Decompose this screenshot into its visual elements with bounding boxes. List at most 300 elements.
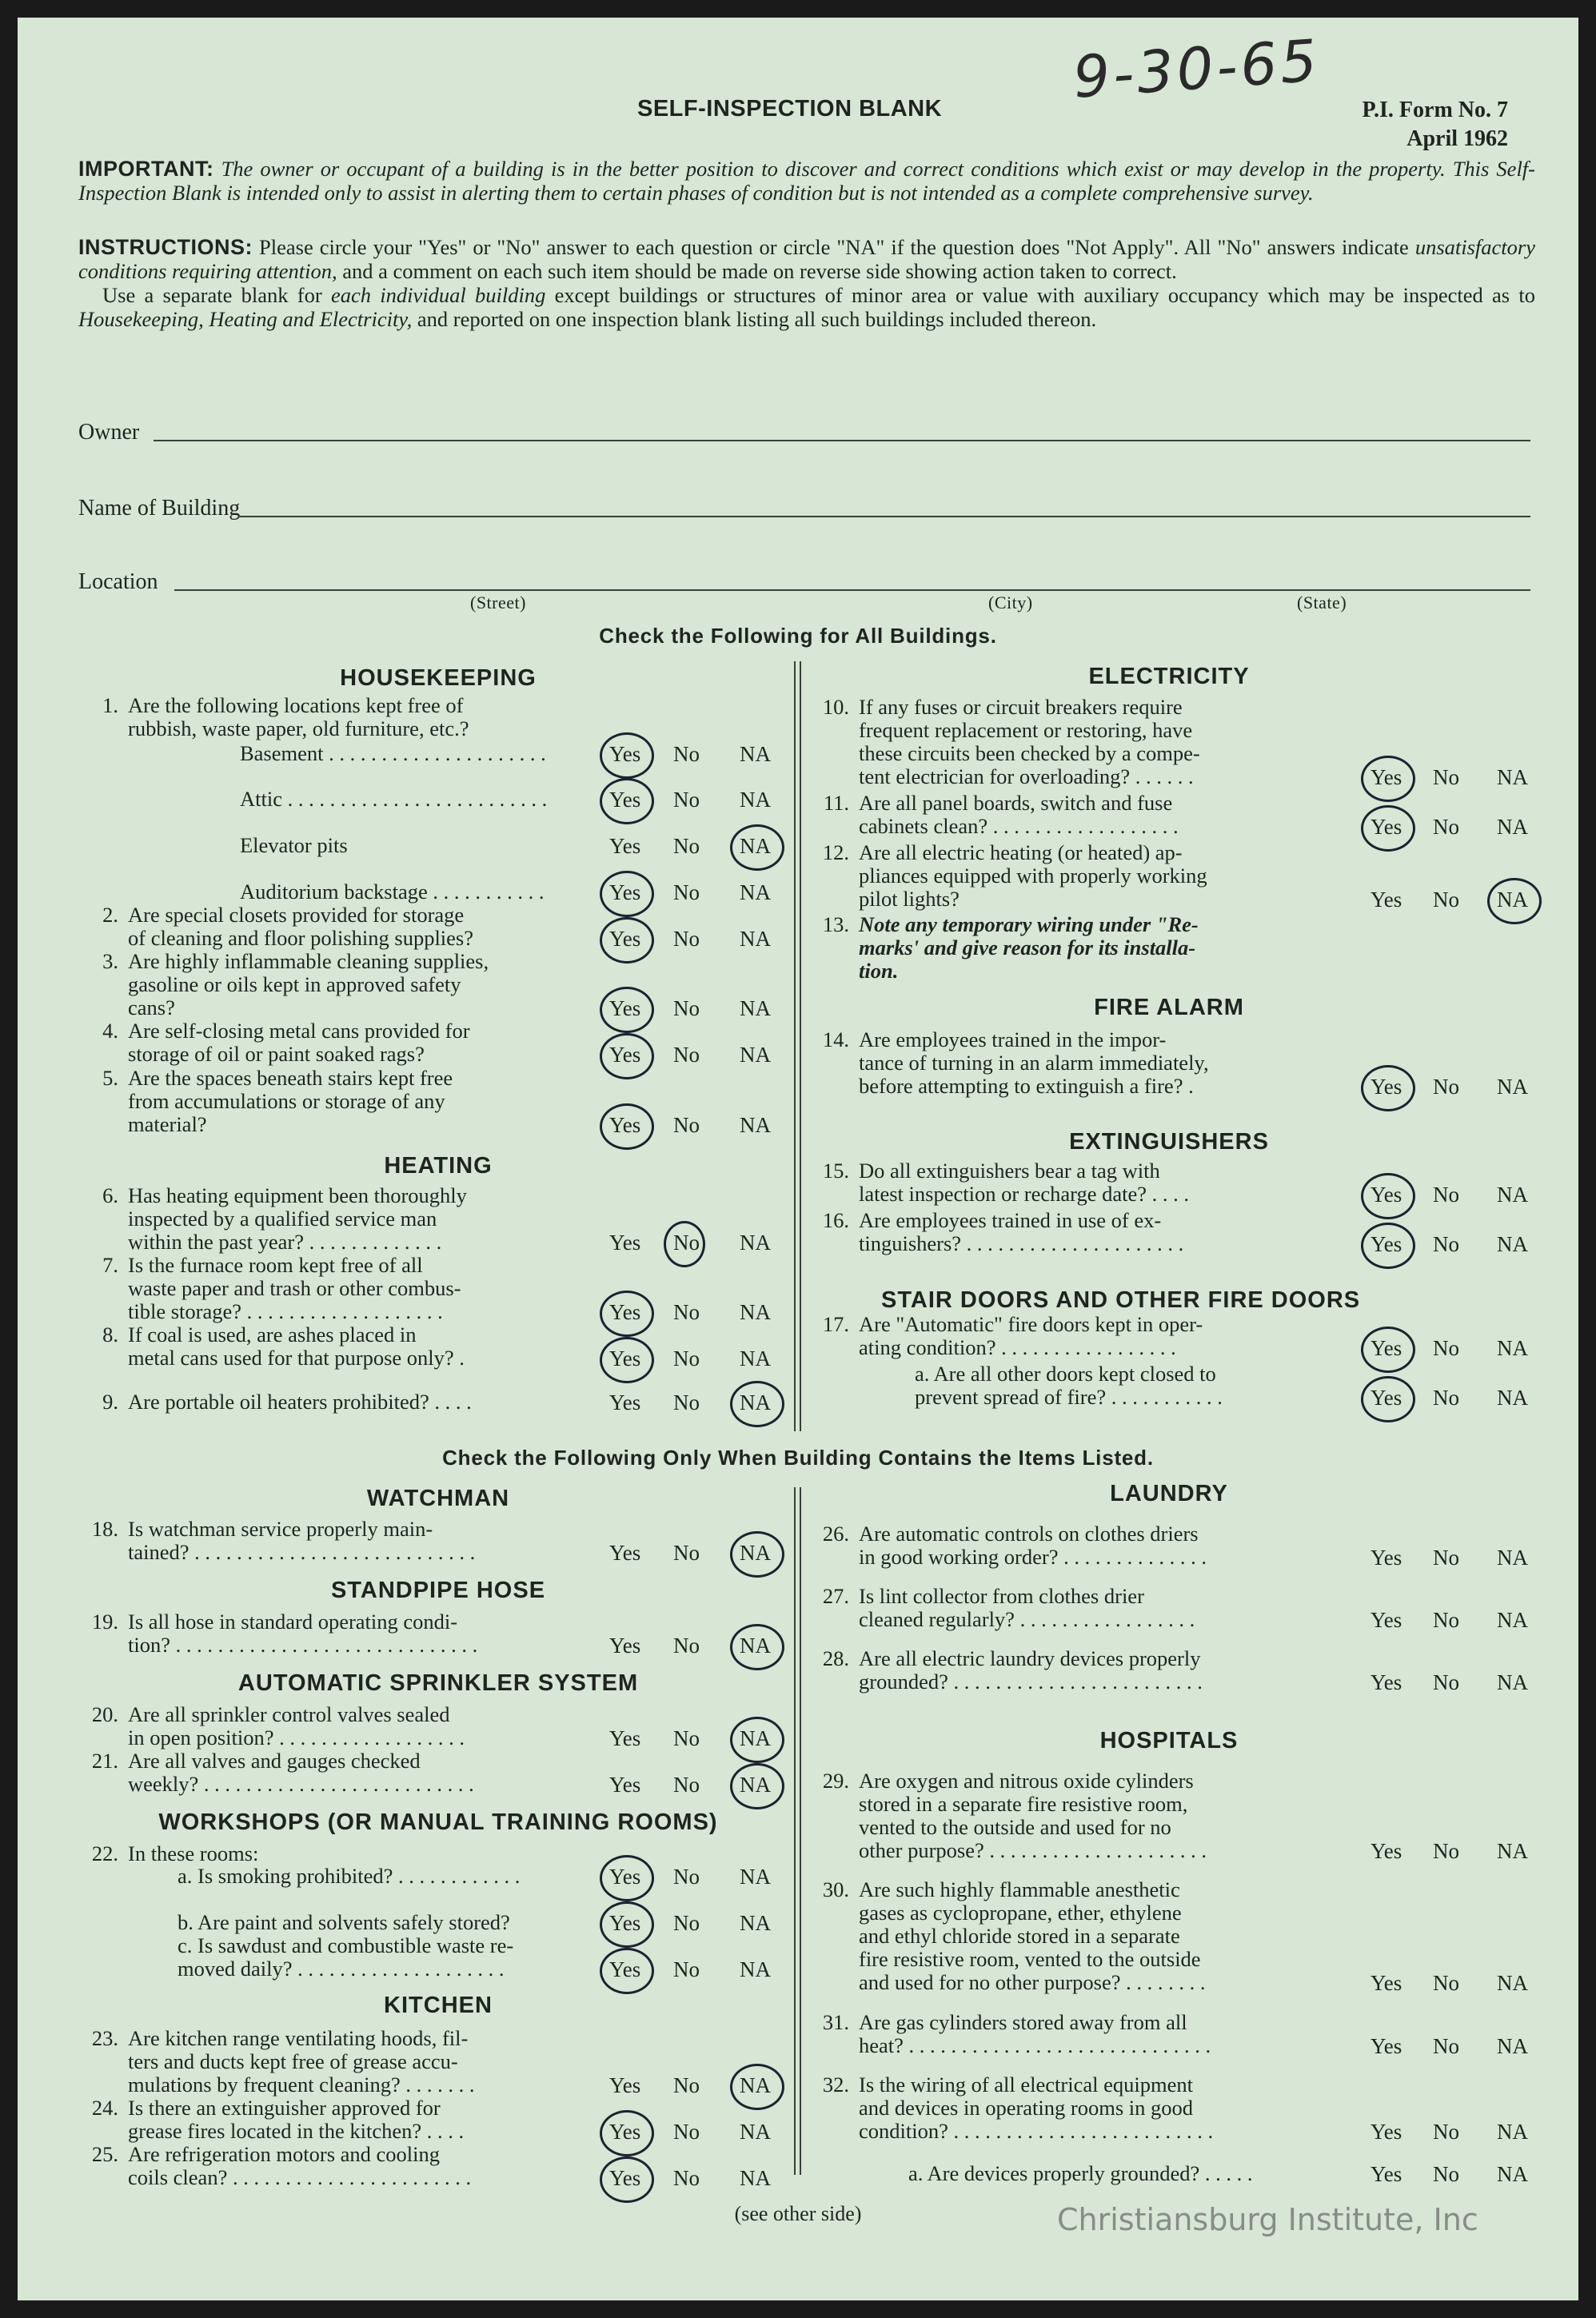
selected-answer-circle	[600, 778, 654, 824]
question-text-line: Are self-closing metal cans provided for	[128, 1019, 470, 1043]
extinguishers-heading: EXTINGUISHERS	[1069, 1129, 1269, 1155]
selected-answer-circle	[600, 2156, 654, 2203]
see-other-side: (see other side)	[734, 2202, 862, 2225]
answer-yes-q14[interactable]: Yes	[1371, 1075, 1402, 1099]
answer-no-q2[interactable]: No	[673, 927, 700, 951]
question-q24	[78, 2097, 766, 2143]
answer-no-q20[interactable]: No	[673, 1726, 700, 1750]
question-number: 22.	[91, 1841, 118, 1865]
answer-no-q23[interactable]: No	[673, 2073, 700, 2097]
question-text-line: Are employees trained in the impor-	[859, 1027, 1167, 1051]
answer-na-q27[interactable]: NA	[1497, 1608, 1528, 1632]
answer-no-q18[interactable]: No	[673, 1541, 700, 1565]
question-text-line: Attic . . . . . . . . . . . . . . . . . . . . . . . . .	[240, 787, 548, 811]
answer-yes-q20[interactable]: Yes	[609, 1726, 641, 1750]
question-number: 16.	[822, 1208, 849, 1232]
answer-na-q22c[interactable]: NA	[740, 1957, 771, 1981]
question-number: 27.	[822, 1584, 849, 1608]
question-text-line: b. Are paint and solvents safely stored?	[178, 1910, 510, 1934]
question-text-line: Do all extinguishers bear a tag with	[859, 1159, 1160, 1183]
question-text-line: Are highly inflammable cleaning supplies,	[128, 949, 489, 973]
question-number: 6.	[102, 1183, 118, 1207]
question-q23	[78, 2027, 766, 2097]
question-text-line: Auditorium backstage . . . . . . . . . . .	[240, 880, 545, 904]
answer-na-q14[interactable]: NA	[1497, 1075, 1528, 1099]
answer-yes-q31[interactable]: Yes	[1371, 2034, 1402, 2058]
answer-yes-q21[interactable]: Yes	[609, 1773, 641, 1797]
answer-na-q2[interactable]: NA	[740, 927, 771, 951]
question-text-line: frequent replacement or restoring, have	[859, 718, 1193, 742]
question-text-line: grease fires located in the kitchen? . . . .	[128, 2119, 465, 2143]
location-label: Location	[78, 569, 158, 594]
question-q3	[78, 950, 766, 1019]
question-text-line: condition? . . . . . . . . . . . . . . . . . . . . . . . . .	[859, 2119, 1214, 2143]
answer-no-q1d[interactable]: No	[673, 880, 700, 904]
question-number: 13.	[822, 912, 849, 936]
answer-no-q21[interactable]: No	[673, 1773, 700, 1797]
answer-yes-q9[interactable]: Yes	[609, 1390, 641, 1414]
answer-yes-q29[interactable]: Yes	[1371, 1839, 1402, 1863]
question-text-line: heat? . . . . . . . . . . . . . . . . . . . . . . . . . . . . .	[859, 2033, 1211, 2057]
answer-yes-q10[interactable]: Yes	[1371, 765, 1402, 789]
question-text-line: pliances equipped with properly working	[859, 864, 1207, 888]
answer-na-q22a[interactable]: NA	[740, 1865, 771, 1889]
answer-yes-q3[interactable]: Yes	[609, 996, 641, 1020]
question-text-line: Are "Automatic" fire doors kept in oper-	[859, 1312, 1203, 1336]
selected-answer-circle	[1361, 1223, 1415, 1269]
question-text-line: tion? . . . . . . . . . . . . . . . . . . . . . . . . . . . . .	[128, 1633, 478, 1657]
question-text-line: ters and ducts kept free of grease accu-	[128, 2049, 458, 2073]
question-text-line: Are gas cylinders stored away from all	[859, 2010, 1187, 2034]
question-number: 11.	[823, 791, 849, 815]
answer-yes-q27[interactable]: Yes	[1371, 1608, 1402, 1632]
answer-na-q1d[interactable]: NA	[740, 880, 771, 904]
answer-no-q1c[interactable]: No	[673, 834, 700, 858]
answer-yes-q15[interactable]: Yes	[1371, 1183, 1402, 1207]
question-text-line: Are the spaces beneath stairs kept free	[128, 1066, 453, 1090]
question-q2	[78, 904, 766, 950]
question-number: 5.	[102, 1066, 118, 1090]
question-q22a	[78, 1865, 766, 1888]
answer-yes-q7[interactable]: Yes	[609, 1300, 641, 1324]
question-text-line: other purpose? . . . . . . . . . . . . . . . . . . . . .	[859, 1838, 1207, 1862]
kitchen-heading: KITCHEN	[384, 1993, 493, 2018]
answer-yes-q4[interactable]: Yes	[609, 1043, 641, 1067]
instructions-text-a: Please circle your "Yes" or "No" answer to each question or circle "NA" if the question does "Not Apply". All "No" answers indicate	[259, 235, 1409, 259]
answer-yes-q24[interactable]: Yes	[609, 2120, 641, 2144]
answer-yes-q18[interactable]: Yes	[609, 1541, 641, 1565]
answer-yes-q30[interactable]: Yes	[1371, 1971, 1402, 1995]
answer-no-q22c[interactable]: No	[673, 1957, 700, 1981]
selected-answer-circle	[600, 732, 654, 779]
question-text-line: of cleaning and floor polishing supplies?	[128, 926, 474, 950]
question-text-line: tible storage? . . . . . . . . . . . . . . . . . . .	[128, 1299, 443, 1323]
answer-no-q1a[interactable]: No	[673, 742, 700, 766]
selected-answer-circle	[730, 1381, 784, 1427]
question-number: 10.	[822, 695, 849, 719]
question-text-line: moved daily? . . . . . . . . . . . . . . . . . . . .	[178, 1957, 505, 1981]
question-text-line: rubbish, waste paper, old furniture, etc.?	[128, 716, 469, 740]
answer-na-q17a[interactable]: NA	[1497, 1386, 1528, 1410]
watchman-heading: WATCHMAN	[366, 1486, 510, 1511]
question-q9	[78, 1390, 766, 1414]
question-number: 29.	[822, 1769, 849, 1793]
instructions-label: INSTRUCTIONS:	[78, 235, 253, 259]
answer-no-q10[interactable]: No	[1433, 765, 1459, 789]
city-caption: (City)	[988, 592, 1033, 612]
answer-no-q32[interactable]: No	[1433, 2120, 1459, 2144]
answer-no-q9[interactable]: No	[673, 1390, 700, 1414]
answer-na-q32[interactable]: NA	[1497, 2120, 1528, 2144]
answer-na-q25[interactable]: NA	[740, 2166, 771, 2190]
instructions-text-b-end: and reported on one inspection blank listing all such buildings included thereon.	[417, 307, 1097, 331]
instructions-text-a-end: and a comment on each such item should be made on reverse side showing action taken to correct.	[342, 259, 1177, 283]
question-text-line: Is the furnace room kept free of all	[128, 1253, 423, 1277]
question-text-line: metal cans used for that purpose only? .	[128, 1346, 465, 1370]
question-number: 15.	[822, 1159, 849, 1183]
question-text-line: Are the following locations kept free of	[128, 693, 464, 717]
answer-yes-q28[interactable]: Yes	[1371, 1670, 1402, 1694]
answer-no-q29[interactable]: No	[1433, 1839, 1459, 1863]
answer-no-q16[interactable]: No	[1433, 1232, 1459, 1256]
answer-yes-q1c[interactable]: Yes	[609, 834, 641, 858]
selected-answer-circle	[600, 1855, 654, 1901]
answer-yes-q6[interactable]: Yes	[609, 1231, 641, 1255]
handwritten-date: 9-30-65	[1071, 26, 1323, 111]
question-q4	[78, 1019, 766, 1066]
answer-yes-q32a[interactable]: Yes	[1371, 2162, 1402, 2186]
standpipe-heading: STANDPIPE HOSE	[330, 1578, 546, 1603]
answer-no-q14[interactable]: No	[1433, 1075, 1459, 1099]
owner-label: Owner	[78, 420, 140, 445]
answer-na-q5[interactable]: NA	[740, 1113, 771, 1137]
question-number: 32.	[822, 2073, 849, 2097]
answer-na-q4[interactable]: NA	[740, 1043, 771, 1067]
question-text-line: Has heating equipment been thoroughly	[128, 1183, 467, 1207]
question-text-line: in good working order? . . . . . . . . . . . . . .	[859, 1545, 1207, 1569]
question-text-line: cabinets clean? . . . . . . . . . . . . . . . . . .	[859, 814, 1179, 838]
answer-no-q3[interactable]: No	[673, 996, 700, 1020]
form-number-block	[1362, 96, 1508, 154]
answer-yes-q1d[interactable]: Yes	[609, 880, 641, 904]
question-number: 3.	[102, 949, 118, 973]
answer-na-q9[interactable]: NA	[740, 1390, 771, 1414]
question-text-line: fire resistive room, vented to the outside	[859, 1947, 1201, 1971]
form-page	[18, 18, 1578, 2300]
question-q5	[78, 1067, 766, 1136]
question-text-line: tained? . . . . . . . . . . . . . . . . . . . . . . . . . . .	[128, 1540, 476, 1564]
answer-na-q1b[interactable]: NA	[740, 788, 771, 812]
question-text-line: before attempting to extinguish a fire? .	[859, 1074, 1194, 1098]
instructions-text-b-mid: except buildings or structures of minor area or value with auxiliary occupancy which may be inspected as to	[554, 283, 1535, 307]
question-text-line: Are oxygen and nitrous oxide cylinders	[859, 1769, 1194, 1793]
question-text-line: c. Is sawdust and combustible waste re-	[178, 1933, 514, 1957]
question-q1	[78, 694, 766, 740]
answer-yes-q8[interactable]: Yes	[609, 1347, 641, 1370]
question-text-line: tinguishers? . . . . . . . . . . . . . . . . . . . . .	[859, 1231, 1184, 1255]
answer-na-q31[interactable]: NA	[1497, 2034, 1528, 2058]
question-text-line: Basement . . . . . . . . . . . . . . . . . . . . .	[240, 741, 546, 765]
answer-na-q11[interactable]: NA	[1497, 815, 1528, 839]
answer-na-q26[interactable]: NA	[1497, 1546, 1528, 1570]
answer-na-q1a[interactable]: NA	[740, 742, 771, 766]
question-q1d	[78, 880, 766, 904]
hospitals-heading: HOSPITALS	[1099, 1728, 1239, 1753]
question-text-line: and devices in operating rooms in good	[859, 2096, 1194, 2120]
selected-answer-circle	[730, 1763, 784, 1809]
answer-na-q19[interactable]: NA	[740, 1634, 771, 1658]
answer-no-q12[interactable]: No	[1433, 888, 1459, 912]
question-text-line: gasoline or oils kept in approved safety	[128, 972, 461, 996]
answer-yes-q12[interactable]: Yes	[1371, 888, 1402, 912]
question-text-line: and used for no other purpose? . . . . . . . .	[859, 1970, 1206, 1994]
answer-yes-q17[interactable]: Yes	[1371, 1336, 1402, 1360]
question-text-line: If coal is used, are ashes placed in	[128, 1323, 417, 1347]
question-number: 24.	[91, 2096, 118, 2120]
selected-answer-circle	[600, 1103, 654, 1150]
question-text-line: Is all hose in standard operating condi-	[128, 1610, 458, 1634]
answer-no-q1b[interactable]: No	[673, 788, 700, 812]
answer-no-q6[interactable]: No	[673, 1231, 700, 1255]
question-text-line: tion.	[859, 959, 899, 983]
question-text-line: pilot lights?	[859, 887, 960, 911]
question-text-line: Is watchman service properly main-	[128, 1517, 433, 1541]
answer-na-q17[interactable]: NA	[1497, 1336, 1528, 1360]
answer-no-q7[interactable]: No	[673, 1300, 700, 1324]
question-number: 30.	[822, 1877, 849, 1901]
question-q18	[78, 1518, 766, 1564]
answer-no-q5[interactable]: No	[673, 1113, 700, 1137]
fire-alarm-heading: FIRE ALARM	[1094, 995, 1244, 1020]
answer-yes-q23[interactable]: Yes	[609, 2073, 641, 2097]
answer-na-q32a[interactable]: NA	[1497, 2162, 1528, 2186]
answer-yes-q22a[interactable]: Yes	[609, 1865, 641, 1889]
form-date: April 1962	[1406, 126, 1508, 151]
question-q19	[78, 1610, 766, 1657]
question-text-line: ating condition? . . . . . . . . . . . . . . . . .	[859, 1335, 1176, 1359]
instructions-paragraph	[78, 235, 1535, 331]
question-q22b	[78, 1911, 766, 1934]
answer-yes-q32[interactable]: Yes	[1371, 2120, 1402, 2144]
answer-na-q16[interactable]: NA	[1497, 1232, 1528, 1256]
building-name-field[interactable]	[238, 516, 1530, 517]
question-number: 31.	[822, 2010, 849, 2034]
question-number: 21.	[91, 1749, 118, 1773]
answer-no-q28[interactable]: No	[1433, 1670, 1459, 1694]
answer-no-q19[interactable]: No	[673, 1634, 700, 1658]
answer-no-q24[interactable]: No	[673, 2120, 700, 2144]
question-text-line: In these rooms:	[128, 1841, 259, 1865]
question-text-line: Elevator pits	[240, 833, 348, 857]
question-q25	[78, 2143, 766, 2189]
question-number: 26.	[822, 1522, 849, 1546]
instructions-text-a-italic: unsatisfactory conditions requiring attention,	[78, 235, 1535, 283]
important-label: IMPORTANT:	[78, 157, 214, 181]
answer-yes-q11[interactable]: Yes	[1371, 815, 1402, 839]
answer-na-q1c[interactable]: NA	[740, 834, 771, 858]
question-number: 4.	[102, 1019, 118, 1043]
answer-no-q25[interactable]: No	[673, 2166, 700, 2190]
building-label: Name of Building	[78, 496, 241, 521]
selected-answer-circle	[730, 1624, 784, 1670]
answer-yes-q1b[interactable]: Yes	[609, 788, 641, 812]
laundry-heading: LAUNDRY	[1110, 1481, 1228, 1506]
answer-yes-q25[interactable]: Yes	[609, 2166, 641, 2190]
important-paragraph	[78, 157, 1535, 205]
answer-yes-q2[interactable]: Yes	[609, 927, 641, 951]
answer-na-q20[interactable]: NA	[740, 1726, 771, 1750]
question-text-line: tance of turning in an alarm immediately,	[859, 1051, 1209, 1075]
answer-yes-q16[interactable]: Yes	[1371, 1232, 1402, 1256]
answer-no-q27[interactable]: No	[1433, 1608, 1459, 1632]
answer-na-q30[interactable]: NA	[1497, 1971, 1528, 1995]
question-text-line: latest inspection or recharge date? . . . .	[859, 1182, 1190, 1206]
answer-yes-q19[interactable]: Yes	[609, 1634, 641, 1658]
selected-answer-circle	[1361, 1376, 1415, 1422]
answer-na-q10[interactable]: NA	[1497, 765, 1528, 789]
question-text-line: grounded? . . . . . . . . . . . . . . . . . . . . . . . .	[859, 1670, 1203, 1694]
answer-yes-q22b[interactable]: Yes	[609, 1911, 641, 1935]
important-text: The owner or occupant of a building is in the better position to discover and correct conditions which exist or may develop in the property. This Self-Inspection Blank is intended only to assist in alerting them to certain phases of condition but is not intended as a complete comprehensive survey.	[78, 157, 1535, 205]
answer-yes-q22c[interactable]: Yes	[609, 1957, 641, 1981]
question-text-line: Are refrigeration motors and cooling	[128, 2142, 441, 2166]
electricity-heading: ELECTRICITY	[1088, 664, 1250, 689]
question-q22	[78, 1842, 766, 1865]
question-q20	[78, 1703, 766, 1749]
answer-na-q18[interactable]: NA	[740, 1541, 771, 1565]
question-text-line: waste paper and trash or other combus-	[128, 1276, 461, 1300]
state-caption: (State)	[1297, 592, 1347, 612]
question-q13	[809, 913, 1497, 983]
answer-na-q6[interactable]: NA	[740, 1231, 771, 1255]
answer-no-q11[interactable]: No	[1433, 815, 1459, 839]
answer-no-q15[interactable]: No	[1433, 1183, 1459, 1207]
question-number: 20.	[91, 1702, 118, 1726]
answer-na-q8[interactable]: NA	[740, 1347, 771, 1370]
sprinkler-heading: AUTOMATIC SPRINKLER SYSTEM	[237, 1670, 639, 1696]
answer-no-q17a[interactable]: No	[1433, 1386, 1459, 1410]
answer-na-q22b[interactable]: NA	[740, 1911, 771, 1935]
question-number: 23.	[91, 2026, 118, 2050]
column-divider-top-b	[800, 661, 801, 1431]
column-divider-bottom-b	[800, 1487, 801, 2175]
question-number: 25.	[91, 2142, 118, 2166]
answer-no-q17[interactable]: No	[1433, 1336, 1459, 1360]
question-text-line: these circuits been checked by a compe-	[859, 741, 1200, 765]
question-text-line: Are employees trained in use of ex-	[859, 1208, 1162, 1232]
question-text-line: material?	[128, 1112, 207, 1136]
form-title: SELF-INSPECTION BLANK	[637, 96, 943, 122]
answer-yes-q26[interactable]: Yes	[1371, 1546, 1402, 1570]
answer-yes-q5[interactable]: Yes	[609, 1113, 641, 1137]
answer-no-q30[interactable]: No	[1433, 1971, 1459, 1995]
question-number: 14.	[822, 1027, 849, 1051]
question-text-line: Are portable oil heaters prohibited? . . . .	[128, 1390, 472, 1414]
question-text-line: If any fuses or circuit breakers require	[859, 695, 1183, 719]
answer-na-q28[interactable]: NA	[1497, 1670, 1528, 1694]
question-number: 8.	[102, 1323, 118, 1347]
location-field[interactable]	[174, 589, 1530, 591]
question-text-line: stored in a separate fire resistive room,	[859, 1792, 1188, 1816]
question-text-line: Are all electric heating (or heated) ap-	[859, 840, 1183, 864]
answer-no-q22b[interactable]: No	[673, 1911, 700, 1935]
answer-no-q8[interactable]: No	[673, 1347, 700, 1370]
question-text-line: tent electrician for overloading? . . . . . .	[859, 764, 1194, 788]
instructions-text-b-italic: each individual building	[330, 283, 546, 307]
question-text-line: vented to the outside and used for no	[859, 1815, 1171, 1839]
workshops-heading: WORKSHOPS (OR MANUAL TRAINING ROOMS)	[158, 1809, 718, 1835]
answer-na-q15[interactable]: NA	[1497, 1183, 1528, 1207]
watermark: Christiansburg Institute, Inc	[1057, 2202, 1478, 2237]
column-divider-top-a	[794, 661, 796, 1431]
stair-doors-heading: STAIR DOORS AND OTHER FIRE DOORS	[881, 1287, 1361, 1313]
answer-na-q24[interactable]: NA	[740, 2120, 771, 2144]
question-number: 9.	[102, 1390, 118, 1414]
answer-no-q32a[interactable]: No	[1433, 2162, 1459, 2186]
question-text-line: Is the wiring of all electrical equipment	[859, 2073, 1193, 2097]
answer-na-q29[interactable]: NA	[1497, 1839, 1528, 1863]
question-number: 17.	[822, 1312, 849, 1336]
answer-na-q7[interactable]: NA	[740, 1300, 771, 1324]
question-q1a	[78, 742, 766, 765]
answer-na-q3[interactable]: NA	[740, 996, 771, 1020]
question-q7	[78, 1254, 766, 1323]
question-number: 28.	[822, 1646, 849, 1670]
answer-no-q26[interactable]: No	[1433, 1546, 1459, 1570]
question-text-line: a. Are all other doors kept closed to	[915, 1362, 1216, 1386]
answer-no-q4[interactable]: No	[673, 1043, 700, 1067]
question-text-line: Are all sprinkler control valves sealed	[128, 1702, 450, 1726]
question-text-line: cleaned regularly? . . . . . . . . . . . . . . . . .	[859, 1607, 1195, 1631]
question-text-line: Are all valves and gauges checked	[128, 1749, 421, 1773]
instructions-text-b: Use a separate blank for	[102, 283, 322, 307]
answer-no-q31[interactable]: No	[1433, 2034, 1459, 2058]
selected-answer-circle	[730, 824, 784, 871]
question-text-line: Are all electric laundry devices properly	[859, 1646, 1201, 1670]
answer-na-q12[interactable]: NA	[1497, 888, 1528, 912]
selected-answer-circle	[600, 1337, 654, 1383]
question-text-line: from accumulations or storage of any	[128, 1089, 445, 1113]
question-text-line: coils clean? . . . . . . . . . . . . . . . . . . . . . . .	[128, 2165, 472, 2189]
selected-answer-circle	[600, 1948, 654, 1994]
question-q22c	[78, 1934, 766, 1981]
all-buildings-heading: Check the Following for All Buildings.	[599, 624, 997, 648]
heating-heading: HEATING	[384, 1153, 493, 1179]
answer-yes-q1a[interactable]: Yes	[609, 742, 641, 766]
answer-na-q21[interactable]: NA	[740, 1773, 771, 1797]
question-text-line: within the past year? . . . . . . . . . . . . .	[128, 1230, 442, 1254]
question-number: 18.	[91, 1517, 118, 1541]
owner-field[interactable]	[154, 440, 1530, 441]
question-q1b	[78, 788, 766, 811]
question-text-line: Note any temporary wiring under "Re-	[859, 912, 1199, 936]
housekeeping-heading: HOUSEKEEPING	[340, 665, 537, 691]
form-number: P.I. Form No. 7	[1362, 98, 1508, 122]
question-text-line: and ethyl chloride stored in a separate	[859, 1924, 1180, 1948]
question-text-line: Are automatic controls on clothes driers	[859, 1522, 1199, 1546]
question-text-line: gases as cyclopropane, ether, ethylene	[859, 1901, 1182, 1925]
question-q1c	[78, 834, 766, 857]
street-caption: (Street)	[470, 592, 526, 612]
answer-na-q23[interactable]: NA	[740, 2073, 771, 2097]
question-number: 2.	[102, 903, 118, 927]
answer-yes-q17a[interactable]: Yes	[1371, 1386, 1402, 1410]
question-q6	[78, 1184, 766, 1254]
question-text-line: cans?	[128, 995, 175, 1019]
answer-no-q22a[interactable]: No	[673, 1865, 700, 1889]
question-text-line: inspected by a qualified service man	[128, 1207, 437, 1231]
question-text-line: Are such highly flammable anesthetic	[859, 1877, 1180, 1901]
